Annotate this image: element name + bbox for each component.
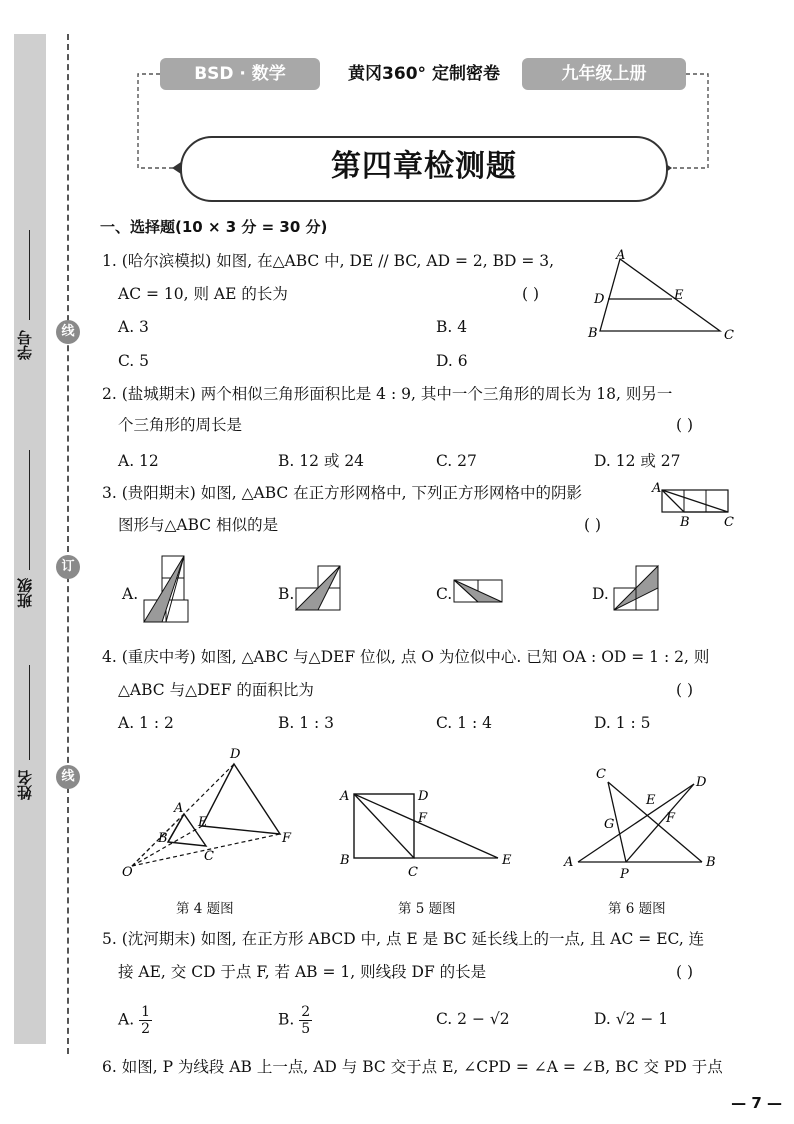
brand-text: 黄冈360° 定制密卷 xyxy=(348,64,500,84)
q2-option-d: D. 12 或 27 xyxy=(594,452,681,470)
q5-label-c: C xyxy=(408,865,418,880)
q4-label-o: O xyxy=(122,865,133,880)
q1-label-c: C xyxy=(724,328,734,343)
q5-option-a-label: A. xyxy=(118,1010,135,1029)
q5-option-a-denominator: 2 xyxy=(141,1021,150,1037)
q6-label-f: F xyxy=(666,811,676,826)
q1-line1: 1. (哈尔滨模拟) 如图, 在△ABC 中, DE // BC, AD = 2, BD = 3, xyxy=(102,252,555,270)
q2-line1: 2. (盐城期末) 两个相似三角形面积比是 4 : 9, 其中一个三角形的周长为 18, 则另一 xyxy=(102,385,673,403)
q3-option-c: C. xyxy=(436,585,453,603)
q2-answer-blank: ( ) xyxy=(676,416,694,434)
q2-option-c: C. 27 xyxy=(436,452,477,470)
q5-option-c: C. 2 − √2 xyxy=(436,1010,510,1028)
q3-label-c: C xyxy=(724,515,734,530)
binding-dot-staple: 订 xyxy=(56,555,80,579)
q5-line2: 接 AE, 交 CD 于点 F, 若 AB = 1, 则线段 DF 的长是 xyxy=(118,963,487,981)
class-label: 班级 xyxy=(16,578,34,608)
q6-line1: 6. 如图, P 为线段 AB 上一点, AD 与 BC 交于点 E, ∠CPD = ∠A = ∠B, BC 交 PD 于点 xyxy=(102,1058,723,1076)
q4-label-c: C xyxy=(204,849,214,864)
q2-option-a: A. 12 xyxy=(118,452,159,470)
q6-label-c: C xyxy=(596,767,606,782)
q5-caption: 第 5 题图 xyxy=(398,901,456,917)
q5-label-f: F xyxy=(418,811,428,826)
q1-option-b: B. 4 xyxy=(436,318,468,336)
q1-label-d: D xyxy=(594,292,605,307)
q3-option-d-grid xyxy=(608,562,662,622)
q6-label-e: E xyxy=(646,793,656,808)
q5-option-b-label: B. xyxy=(278,1010,295,1029)
q3-option-a-grid xyxy=(140,552,190,632)
subject-pill: BSD · 数学 xyxy=(160,58,320,90)
q6-label-p: P xyxy=(620,867,629,882)
q4-caption: 第 4 题图 xyxy=(176,901,234,917)
q3-reference-grid xyxy=(650,480,740,530)
page-title: 第四章检测题 xyxy=(331,149,517,184)
q1-label-e: E xyxy=(674,288,684,303)
q6-caption: 第 6 题图 xyxy=(608,901,666,917)
q5-figure xyxy=(336,780,526,880)
q4-label-e: E xyxy=(198,815,208,830)
q1-answer-blank: ( ) xyxy=(522,285,540,303)
q5-label-a: A xyxy=(340,789,350,804)
q1-label-b: B xyxy=(588,326,598,341)
q5-option-b-numerator: 2 xyxy=(301,1004,311,1020)
q3-answer-blank: ( ) xyxy=(584,516,602,534)
student-id-label: 学号 xyxy=(16,330,34,360)
q4-label-f: F xyxy=(282,831,292,846)
q3-label-b: B xyxy=(680,515,690,530)
q6-label-a: A xyxy=(564,855,574,870)
grade-pill: 九年级上册 xyxy=(522,58,686,90)
q5-label-e: E xyxy=(502,853,512,868)
binding-dot-line-2: 线 xyxy=(56,765,80,789)
q5-option-a-fraction xyxy=(139,1004,152,1037)
name-label: 姓名 xyxy=(16,770,34,800)
student-id-blank xyxy=(29,230,30,320)
q2-line2: 个三角形的周长是 xyxy=(118,416,243,434)
q5-option-b-denominator: 5 xyxy=(301,1021,311,1037)
q1-option-d: D. 6 xyxy=(436,352,468,370)
q3-option-d: D. xyxy=(592,585,609,603)
q4-option-d: D. 1 : 5 xyxy=(594,714,651,732)
q3-line1: 3. (贵阳期末) 如图, △ABC 在正方形网格中, 下列正方形网格中的阴影 xyxy=(102,484,583,502)
section-heading: 一、选择题(10 × 3 分 = 30 分) xyxy=(100,218,328,236)
q3-option-b-grid xyxy=(292,562,352,622)
class-blank xyxy=(29,450,30,570)
q4-option-b: B. 1 : 3 xyxy=(278,714,335,732)
name-blank xyxy=(29,665,30,760)
q1-line2: AC = 10, 则 AE 的长为 xyxy=(118,285,288,303)
q5-label-b: B xyxy=(340,853,350,868)
q5-option-a xyxy=(118,1004,152,1037)
q4-label-d: D xyxy=(230,747,241,762)
q5-option-b xyxy=(278,1004,312,1037)
q6-label-g: G xyxy=(604,817,615,832)
q1-label-a: A xyxy=(616,248,626,263)
q4-figure xyxy=(118,742,308,882)
page-number: — 7 — xyxy=(731,1094,782,1112)
q6-label-d: D xyxy=(696,775,707,790)
binding-dot-line: 线 xyxy=(56,320,80,344)
q3-line2: 图形与△ABC 相似的是 xyxy=(118,516,279,534)
q4-option-c: C. 1 : 4 xyxy=(436,714,492,732)
q4-label-b: B xyxy=(158,831,168,846)
q2-option-b: B. 12 或 24 xyxy=(278,452,365,470)
q4-line1: 4. (重庆中考) 如图, △ABC 与△DEF 位似, 点 O 为位似中心. 已知 OA : OD = 1 : 2, 则 xyxy=(102,648,710,666)
q1-option-a: A. 3 xyxy=(118,318,149,336)
q1-figure xyxy=(580,245,740,345)
q5-answer-blank: ( ) xyxy=(676,963,694,981)
q3-label-a: A xyxy=(652,481,662,496)
q3-option-c-grid xyxy=(452,576,504,606)
q4-line2: △ABC 与△DEF 的面积比为 xyxy=(118,681,314,699)
q1-option-c: C. 5 xyxy=(118,352,150,370)
q6-figure xyxy=(560,764,720,884)
q5-option-a-numerator: 1 xyxy=(141,1004,150,1020)
q4-option-a: A. 1 : 2 xyxy=(118,714,174,732)
q3-option-a: A. xyxy=(122,585,139,603)
q3-option-b: B. xyxy=(278,585,295,603)
q5-option-b-fraction xyxy=(299,1004,312,1037)
q5-line1: 5. (沈河期末) 如图, 在正方形 ABCD 中, 点 E 是 BC 延长线上的一点, 且 AC = EC, 连 xyxy=(102,930,705,948)
q6-label-b: B xyxy=(706,855,716,870)
q5-option-d: D. √2 − 1 xyxy=(594,1010,669,1028)
q4-label-a: A xyxy=(174,801,184,816)
q5-label-d: D xyxy=(418,789,429,804)
q4-answer-blank: ( ) xyxy=(676,681,694,699)
